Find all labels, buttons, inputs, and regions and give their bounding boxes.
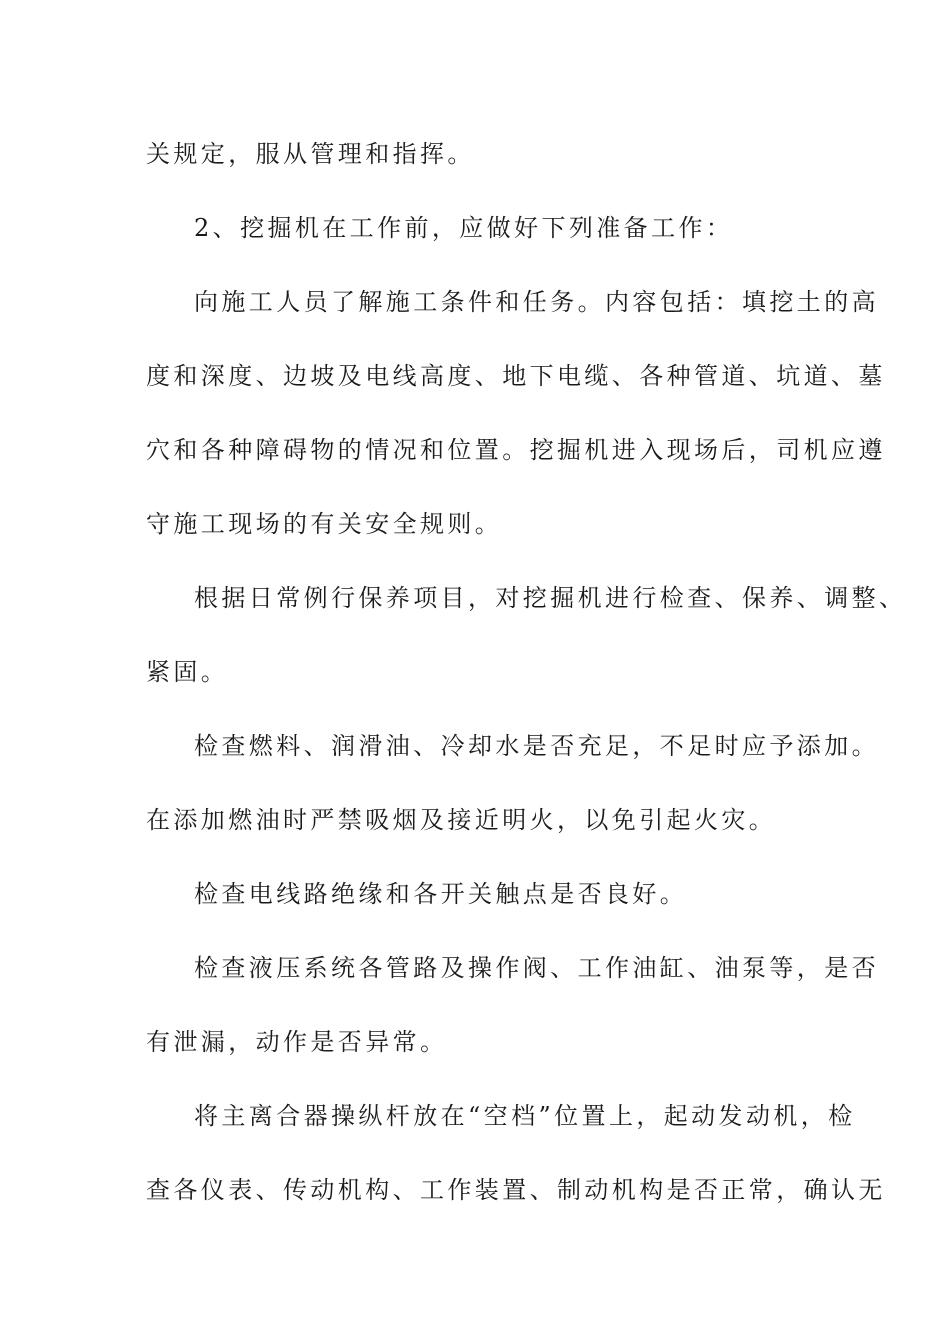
text-line: 紧固。 xyxy=(146,658,229,686)
text-line: 有泄漏，动作是否异常。 xyxy=(146,1028,448,1056)
text-line: 检查液压系统各管路及操作阀、工作油缸、油泵等，是否 xyxy=(194,954,879,982)
text-line: 在添加燃油时严禁吸烟及接近明火，以免引起火灾。 xyxy=(146,806,777,834)
text-line: 2、挖掘机在工作前，应做好下列准备工作： xyxy=(194,214,734,242)
text-line: 将主离合器操纵杆放在“空档”位置上，起动发动机，检 xyxy=(194,1102,856,1130)
text-line: 度和深度、边坡及电线高度、地下电缆、各种管道、坑道、墓 xyxy=(146,362,886,390)
text-line: 检查电线路绝缘和各开关触点是否良好。 xyxy=(194,880,688,908)
text-line: 关规定，服从管理和指挥。 xyxy=(146,140,475,168)
text-line: 向施工人员了解施工条件和任务。内容包括：填挖土的高 xyxy=(194,288,879,316)
text-line: 根据日常例行保养项目，对挖掘机进行检查、保养、调整、 xyxy=(194,584,907,612)
text-line: 检查燃料、润滑油、冷却水是否充足，不足时应予添加。 xyxy=(194,732,879,760)
text-line: 守施工现场的有关安全规则。 xyxy=(146,510,503,538)
text-line: 穴和各种障碍物的情况和位置。挖掘机进入现场后，司机应遵 xyxy=(146,436,886,464)
text-line: 查各仪表、传动机构、工作装置、制动机构是否正常，确认无 xyxy=(146,1176,886,1204)
